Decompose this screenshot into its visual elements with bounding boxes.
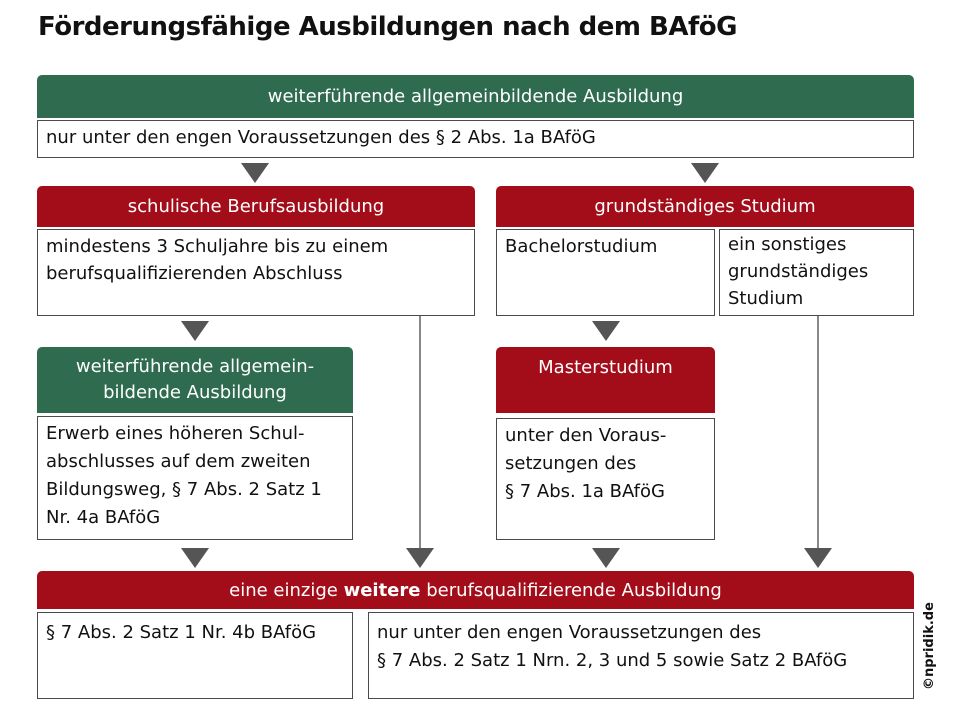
arrow-general-to-bottom <box>181 548 209 568</box>
master-line-3: § 7 Abs. 1a BAföG <box>505 481 665 502</box>
box-top-condition <box>37 120 914 158</box>
header-further-general-education <box>37 347 353 413</box>
arrow-bachelor-to-master <box>592 321 620 341</box>
copyright-credit: ©npridik.de <box>922 602 937 690</box>
other-undergraduate-line-2: grundständiges <box>728 261 869 282</box>
arrow-top-to-school <box>241 163 269 183</box>
school-vocational-line-1: mindestens 3 Schuljahre bis zu einem <box>46 236 389 257</box>
box-bottom-right <box>368 612 914 699</box>
header-school-vocational <box>37 186 475 227</box>
further-general-header-line-2: bildende Ausbildung <box>103 382 287 403</box>
header-further-vocational-after: berufsqualifizierende Ausbildung <box>420 579 722 601</box>
master-line-1: unter den Voraus- <box>505 425 667 446</box>
bottom-right-line-2: § 7 Abs. 2 Satz 1 Nrn. 2, 3 und 5 sowie Satz 2 BAföG <box>377 650 848 671</box>
box-bottom-left <box>37 612 353 699</box>
further-general-line-2: abschlusses auf dem zweiten <box>46 451 311 472</box>
other-undergraduate-line-1: ein sonstiges <box>728 234 847 255</box>
further-general-line-1: Erwerb eines höheren Schul- <box>46 423 305 444</box>
further-general-line-3: Bildungsweg, § 7 Abs. 2 Satz 1 <box>46 479 322 500</box>
header-further-vocational <box>37 571 914 609</box>
header-undergraduate-study <box>496 186 914 227</box>
arrow-master-to-bottom <box>592 548 620 568</box>
header-master-study <box>496 347 715 413</box>
further-general-header-line-1: weiterführende allgemein- <box>75 356 315 377</box>
top-condition-text: nur unter den engen Voraussetzungen des § 2 Abs. 1a BAföG <box>46 127 596 148</box>
header-top-general-education <box>37 75 914 118</box>
arrow-top-to-study <box>691 163 719 183</box>
box-bachelor <box>496 229 715 316</box>
arrow-other-study-to-bottom <box>804 548 832 568</box>
header-further-vocational-bold: weitere <box>343 579 421 601</box>
bottom-left-text: § 7 Abs. 2 Satz 1 Nr. 4b BAföG <box>46 622 317 643</box>
page-title: Förderungsfähige Ausbildungen nach dem BAföG <box>38 12 737 42</box>
arrow-school-to-bottom <box>406 548 434 568</box>
box-further-general-education <box>37 416 353 540</box>
bottom-right-line-1: nur unter den engen Voraussetzungen des <box>377 622 762 643</box>
school-vocational-line-2: berufsqualifizierenden Abschluss <box>46 263 343 284</box>
header-master-label: Masterstudium <box>538 357 673 378</box>
header-undergraduate-label: grundständiges Studium <box>594 196 816 217</box>
box-master <box>496 418 715 540</box>
header-further-vocational-before: eine einzige <box>229 579 344 601</box>
box-school-vocational <box>37 229 475 316</box>
further-general-line-4: Nr. 4a BAföG <box>46 507 161 528</box>
box-other-undergraduate <box>719 229 914 316</box>
other-undergraduate-line-3: Studium <box>728 288 804 309</box>
connector-school-to-bottom <box>419 316 421 552</box>
header-school-vocational-label: schulische Berufsausbildung <box>127 196 385 217</box>
bachelor-text: Bachelorstudium <box>505 236 658 257</box>
connector-other-study-to-bottom <box>817 316 819 552</box>
header-top-label: weiterführende allgemeinbildende Ausbildung <box>267 86 684 107</box>
master-line-2: setzungen des <box>505 453 637 474</box>
arrow-school-to-general <box>181 321 209 341</box>
